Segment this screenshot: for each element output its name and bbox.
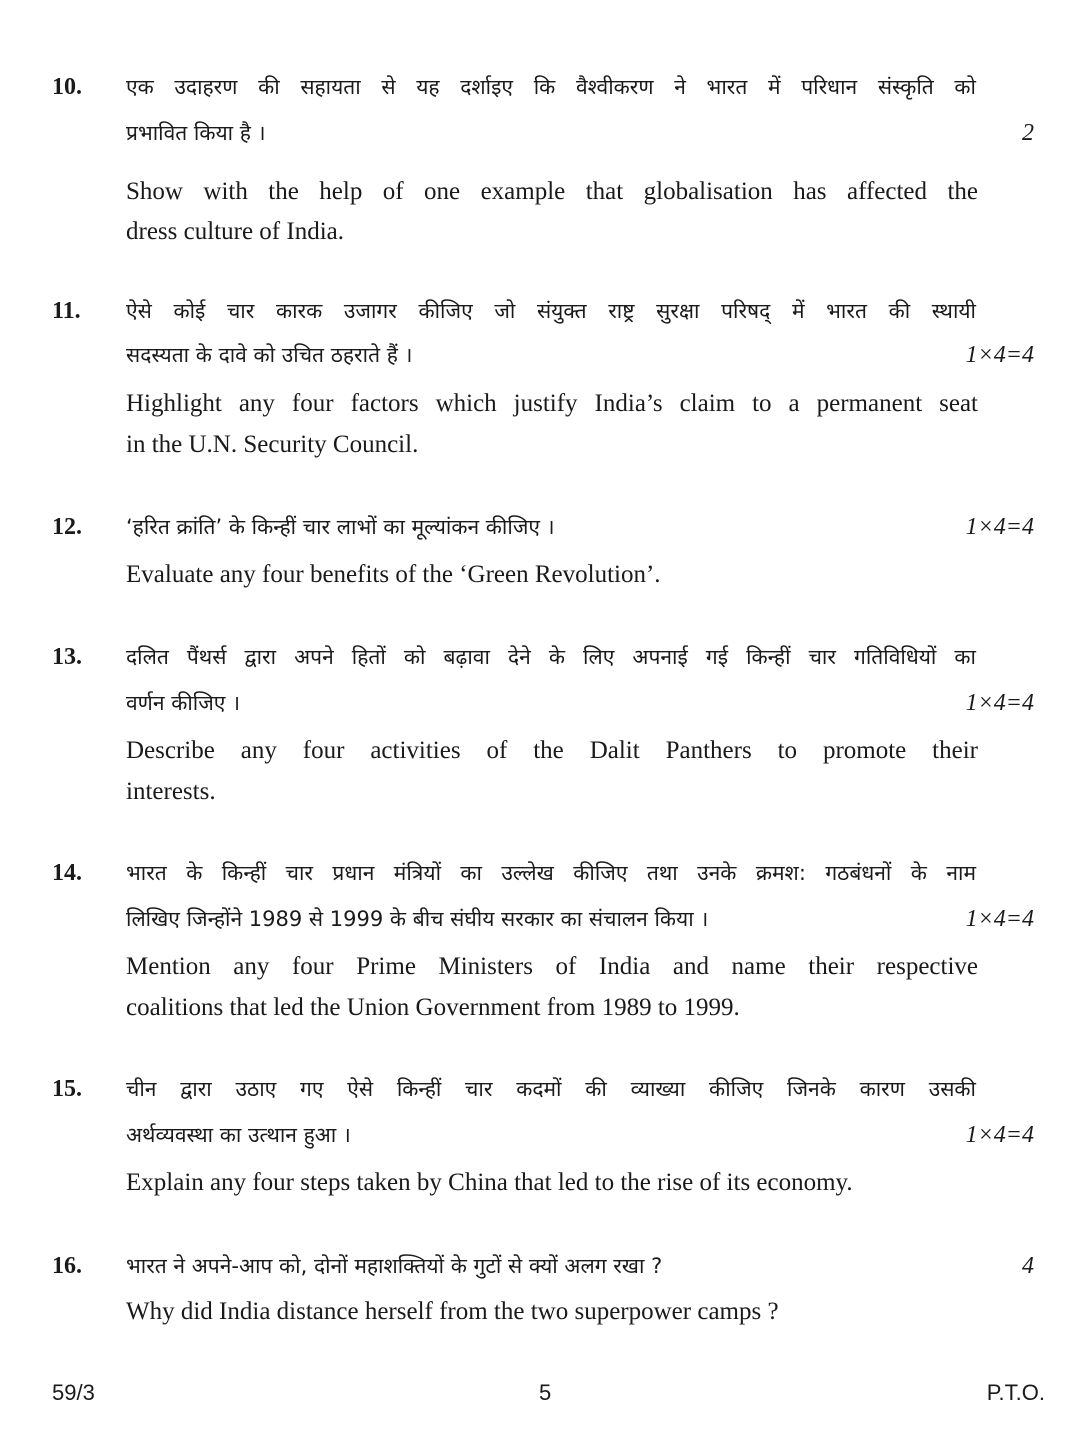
question-number: 10. [52,74,82,100]
question-marks: 1×4=4 [965,514,1034,540]
question-number: 15. [52,1076,82,1102]
question-hindi-line-1: ‘हरित क्रांति’ के किन्हीं चार लाभों का मूल्यांकन कीजिए । [126,515,555,539]
question-hindi-line-2: सदस्यता के दावे को उचित ठहराते हैं । [126,343,413,367]
question-number: 11. [52,298,81,324]
question-hindi-line-1: भारत के किन्हीं चार प्रधान मंत्रियों का उल्लेख कीजिए तथा उनके क्रमश: गठबंधनों के नाम [126,861,976,885]
question-marks: 2 [1022,120,1034,146]
question-english-line-1: Evaluate any four benefits of the ‘Green Revolution’. [126,561,661,588]
question-hindi-line-2: प्रभावित किया है । [126,121,266,145]
question-marks: 1×4=4 [965,1122,1034,1148]
question-hindi-line-2: वर्णन कीजिए । [126,691,241,715]
please-turn-over: P.T.O. [986,1380,1045,1405]
question-english-line-1: Explain any four steps taken by China that led to the rise of its economy. [126,1169,853,1196]
question-hindi-line-1: ऐसे कोई चार कारक उजागर कीजिए जो संयुक्त राष्ट्र सुरक्षा परिषद् में भारत की स्थायी [126,299,976,323]
question-english-line-2: interests. [126,778,216,805]
question-english-line-1: Mention any four Prime Ministers of India and name their respective [126,953,978,980]
question-marks: 4 [1022,1253,1034,1279]
question-english-line-1: Describe any four activities of the Dalit Panthers to promote their [126,737,978,764]
question-marks: 1×4=4 [965,906,1034,932]
question-marks: 1×4=4 [965,690,1034,716]
question-hindi-line-1: दलित पैंथर्स द्वारा अपने हितों को बढ़ावा देने के लिए अपनाई गई किन्हीं चार गतिविधियों का [126,645,976,669]
question-number: 16. [52,1253,82,1279]
page-number: 5 [539,1380,552,1405]
question-marks: 1×4=4 [965,342,1034,368]
question-english-line-1: Why did India distance herself from the two superpower camps ? [126,1298,779,1325]
question-hindi-line-1: एक उदाहरण की सहायता से यह दर्शाइए कि वैश्वीकरण ने भारत में परिधान संस्कृति को [126,75,976,99]
paper-code: 59/3 [52,1380,95,1405]
question-english-line-2: in the U.N. Security Council. [126,431,419,458]
question-hindi-line-2: लिखिए जिन्होंने 1989 से 1999 के बीच संघीय सरकार का संचालन किया । [126,907,709,931]
question-english-line-2: dress culture of India. [126,218,344,245]
question-number: 13. [52,644,82,670]
question-english-line-2: coalitions that led the Union Government from 1989 to 1999. [126,994,740,1021]
question-hindi-line-2: अर्थव्यवस्था का उत्थान हुआ । [126,1123,351,1147]
question-number: 12. [52,514,82,540]
question-english-line-1: Show with the help of one example that globalisation has affected the [126,178,978,205]
question-hindi-line-1: चीन द्वारा उठाए गए ऐसे किन्हीं चार कदमों की व्याख्या कीजिए जिनके कारण उसकी [126,1077,976,1101]
question-english-line-1: Highlight any four factors which justify India’s claim to a permanent seat [126,390,978,417]
question-hindi-line-1: भारत ने अपने-आप को, दोनों महाशक्तियों के गुटों से क्यों अलग रखा ? [126,1254,663,1278]
question-number: 14. [52,860,82,886]
